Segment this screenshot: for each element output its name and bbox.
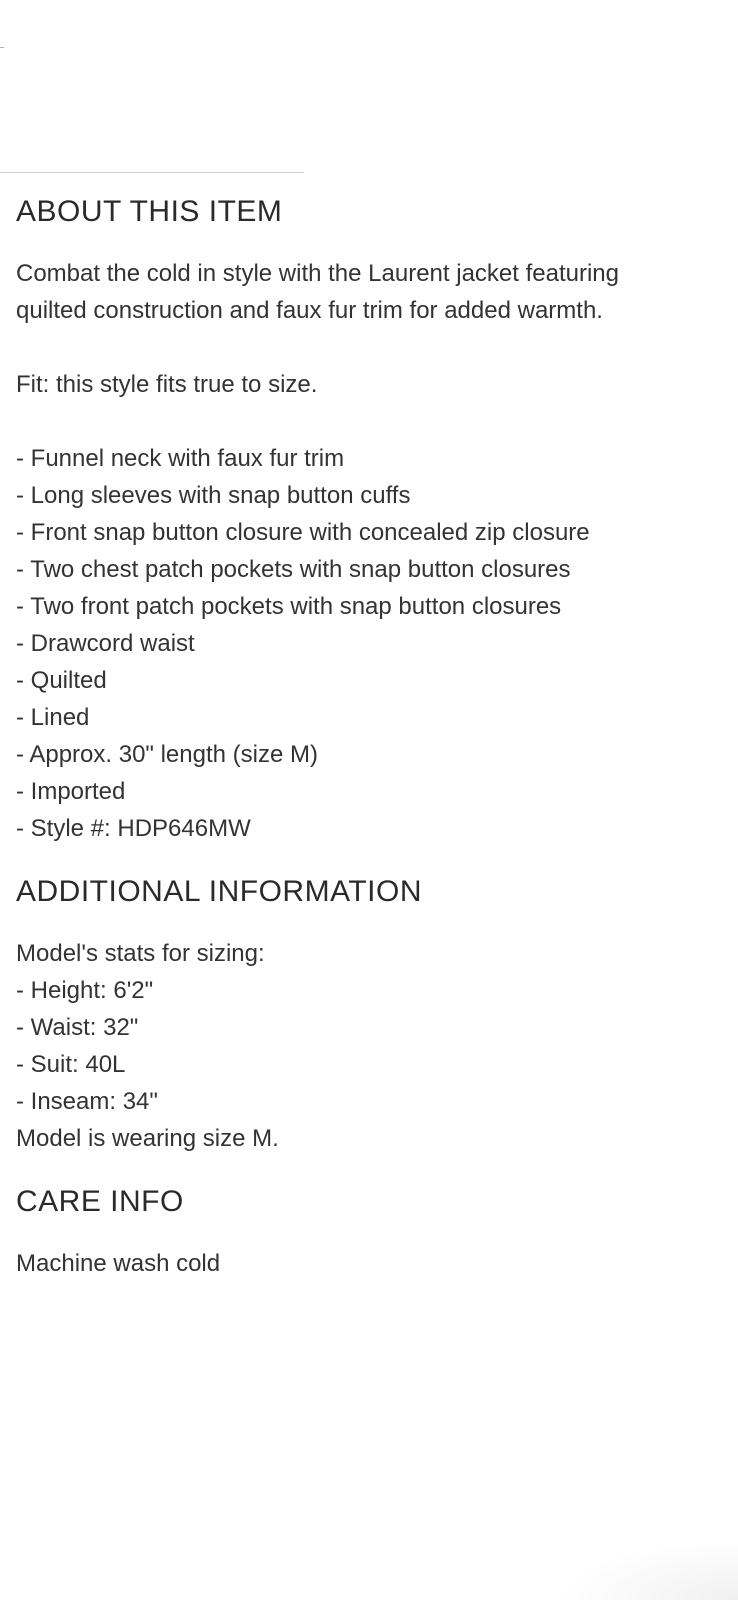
about-description <box>16 255 734 329</box>
feature-item: - Two chest patch pockets with snap button closures <box>16 556 571 583</box>
feature-item: - Drawcord waist <box>16 630 195 657</box>
feature-item: - Imported <box>16 778 126 805</box>
feature-item: - Lined <box>16 704 90 731</box>
model-stats-intro: Model's stats for sizing: <box>16 940 265 967</box>
model-stat-item: - Waist: 32" <box>16 1014 139 1041</box>
feature-item: - Front snap button closure with concealed zip closure <box>16 519 590 546</box>
care-title: CARE INFO <box>16 1185 184 1218</box>
model-stat-item: - Height: 6'2" <box>16 977 154 1004</box>
care-instructions: Machine wash cold <box>16 1250 221 1277</box>
feature-item: - Approx. 30" length (size M) <box>16 741 318 768</box>
model-stat-item: - Inseam: 34" <box>16 1088 158 1115</box>
bottom-shadow <box>558 1540 738 1600</box>
feature-item: - Two front patch pockets with snap button closures <box>16 593 562 620</box>
about-title: ABOUT THIS ITEM <box>16 195 283 228</box>
feature-item: - Funnel neck with faux fur trim <box>16 445 345 472</box>
feature-item: - Long sleeves with snap button cuffs <box>16 482 411 509</box>
about-description-line-2: quilted construction and faux fur trim for added warmth. <box>16 297 603 324</box>
model-stat-item: - Suit: 40L <box>16 1051 126 1078</box>
feature-item: - Style #: HDP646MW <box>16 815 251 842</box>
edge-mark <box>0 47 4 48</box>
additional-title: ADDITIONAL INFORMATION <box>16 875 423 908</box>
feature-item: - Quilted <box>16 667 107 694</box>
product-details <box>16 190 734 1282</box>
about-description-line-1: Combat the cold in style with the Laurent jacket featuring <box>16 260 619 287</box>
fit-note: Fit: this style fits true to size. <box>16 371 318 398</box>
feature-list <box>16 440 734 847</box>
model-size-note: Model is wearing size M. <box>16 1125 279 1152</box>
model-stats-list <box>16 972 734 1120</box>
tab-divider <box>0 172 304 173</box>
